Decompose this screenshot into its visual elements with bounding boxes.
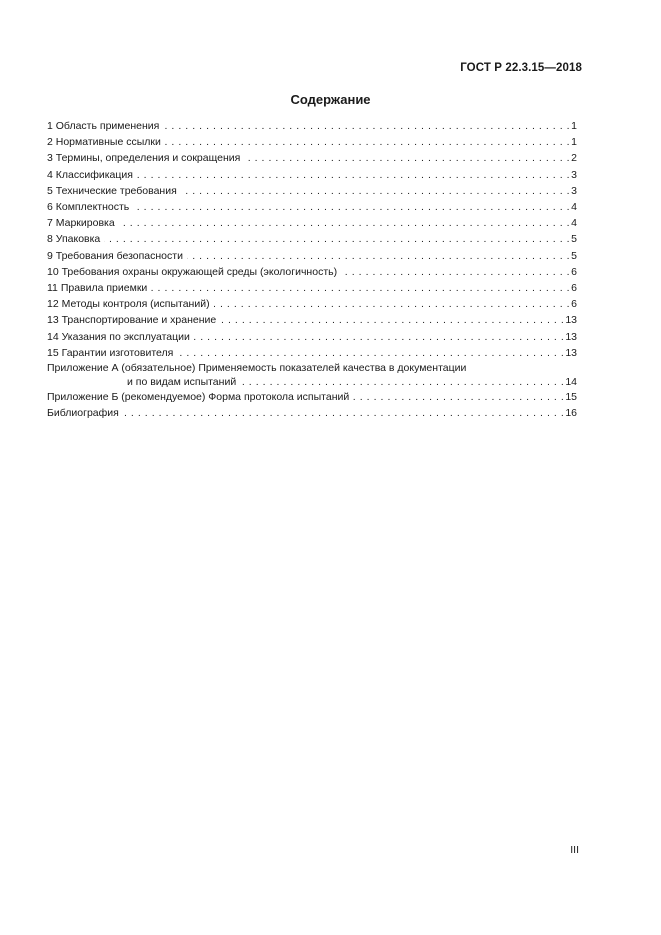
toc-entry-terms[interactable] [47,150,577,166]
toc-entry-page: 16 [565,407,577,420]
toc-dot-leader [214,296,571,312]
toc-dot-leader [123,405,564,421]
toc-entry-label: 1 Область применения [47,120,160,132]
toc-entry-page: 1 [571,120,577,132]
toc-entry-appendix-a[interactable] [47,361,577,389]
toc-entry-label: 10 Требования охраны окружающей среды (экологичность) [47,265,338,278]
toc-dot-leader [104,231,570,247]
toc-dot-leader [240,375,564,389]
toc-entry-label: 4 Классификация [47,168,133,181]
toc-dot-leader [341,264,570,280]
toc-entry-page: 1 [571,136,577,149]
toc-entry-scope[interactable] [47,118,577,134]
toc-title: Содержание [290,92,371,107]
toc-dot-leader [165,134,570,150]
toc-dot-leader [137,167,570,183]
toc-entry-safety[interactable] [47,248,577,264]
toc-entry-label: 13 Транспортирование и хранение [47,314,217,327]
toc-dot-leader [194,329,564,345]
toc-entry-page: 6 [571,298,577,311]
toc-entry-page: 14 [565,376,577,389]
toc-entry-label: Приложение А (обязательное) Применяемость показателей качества в документации [47,362,467,375]
toc-entry-normative-references[interactable] [47,134,577,150]
toc-entry-page: 2 [571,152,577,165]
toc-entry-label: 8 Упаковка [47,233,101,246]
toc-entry-label: 15 Гарантии изготовителя [47,346,174,359]
toc-entry-page: 3 [571,184,577,197]
toc-entry-label: 14 Указания по эксплуатации [47,330,190,343]
toc-entry-continuation [47,375,577,389]
toc-entry-label: 9 Требования безопасности [47,249,183,262]
document-code: ГОСТ Р 22.3.15—2018 [460,62,582,74]
toc-dot-leader [244,150,570,166]
toc-entry-label: 5 Технические требования [47,184,177,197]
toc-entry-packaging[interactable] [47,231,577,247]
toc-dot-leader [151,280,570,296]
toc-entry-label: 12 Методы контроля (испытаний) [47,298,210,311]
toc-entry-completeness[interactable] [47,199,577,215]
table-of-contents [47,118,577,421]
toc-dot-leader [187,248,570,264]
toc-entry-label-continued: и по видам испытаний [127,376,237,389]
toc-entry-page: 5 [571,249,577,262]
toc-entry-appendix-b[interactable] [47,389,577,405]
toc-entry-test-methods[interactable] [47,296,577,312]
toc-entry-page: 13 [565,330,577,343]
toc-dot-leader [163,118,570,134]
toc-entry-page: 5 [571,233,577,246]
toc-entry-page: 13 [565,314,577,327]
toc-entry-technical-requirements[interactable] [47,183,577,199]
toc-entry-transport-storage[interactable] [47,312,577,328]
toc-entry-page: 4 [571,217,577,230]
toc-entry-marking[interactable] [47,215,577,231]
toc-dot-leader [220,312,564,328]
toc-entry-page: 13 [565,346,577,359]
toc-entry-acceptance[interactable] [47,280,577,296]
toc-dot-leader [177,345,564,361]
toc-entry-page: 4 [571,201,577,214]
toc-entry-warranty[interactable] [47,345,577,361]
toc-dot-leader [119,215,570,231]
toc-entry-page: 6 [571,265,577,278]
toc-entry-operation[interactable] [47,329,577,345]
toc-entry-label: 11 Правила приемки [47,282,148,295]
toc-entry-label: 7 Маркировка [47,217,115,230]
page-number: III [570,844,579,856]
toc-entry-bibliography[interactable] [47,405,577,421]
toc-entry-label: 3 Термины, определения и сокращения [47,152,241,165]
toc-entry-page: 15 [565,391,577,404]
toc-dot-leader [181,183,570,199]
toc-entry-classification[interactable] [47,167,577,183]
toc-dot-leader [133,199,570,215]
toc-entry-label: Библиография [47,407,119,420]
toc-entry-label: 6 Комплектность [47,201,130,214]
toc-entry-page: 6 [571,282,577,295]
toc-entry-label: 2 Нормативные ссылки [47,136,161,149]
toc-entry-environment[interactable] [47,264,577,280]
toc-entry-label: Приложение Б (рекомендуемое) Форма протокола испытаний [47,391,350,404]
toc-dot-leader [353,389,564,405]
toc-entry-page: 3 [571,168,577,181]
